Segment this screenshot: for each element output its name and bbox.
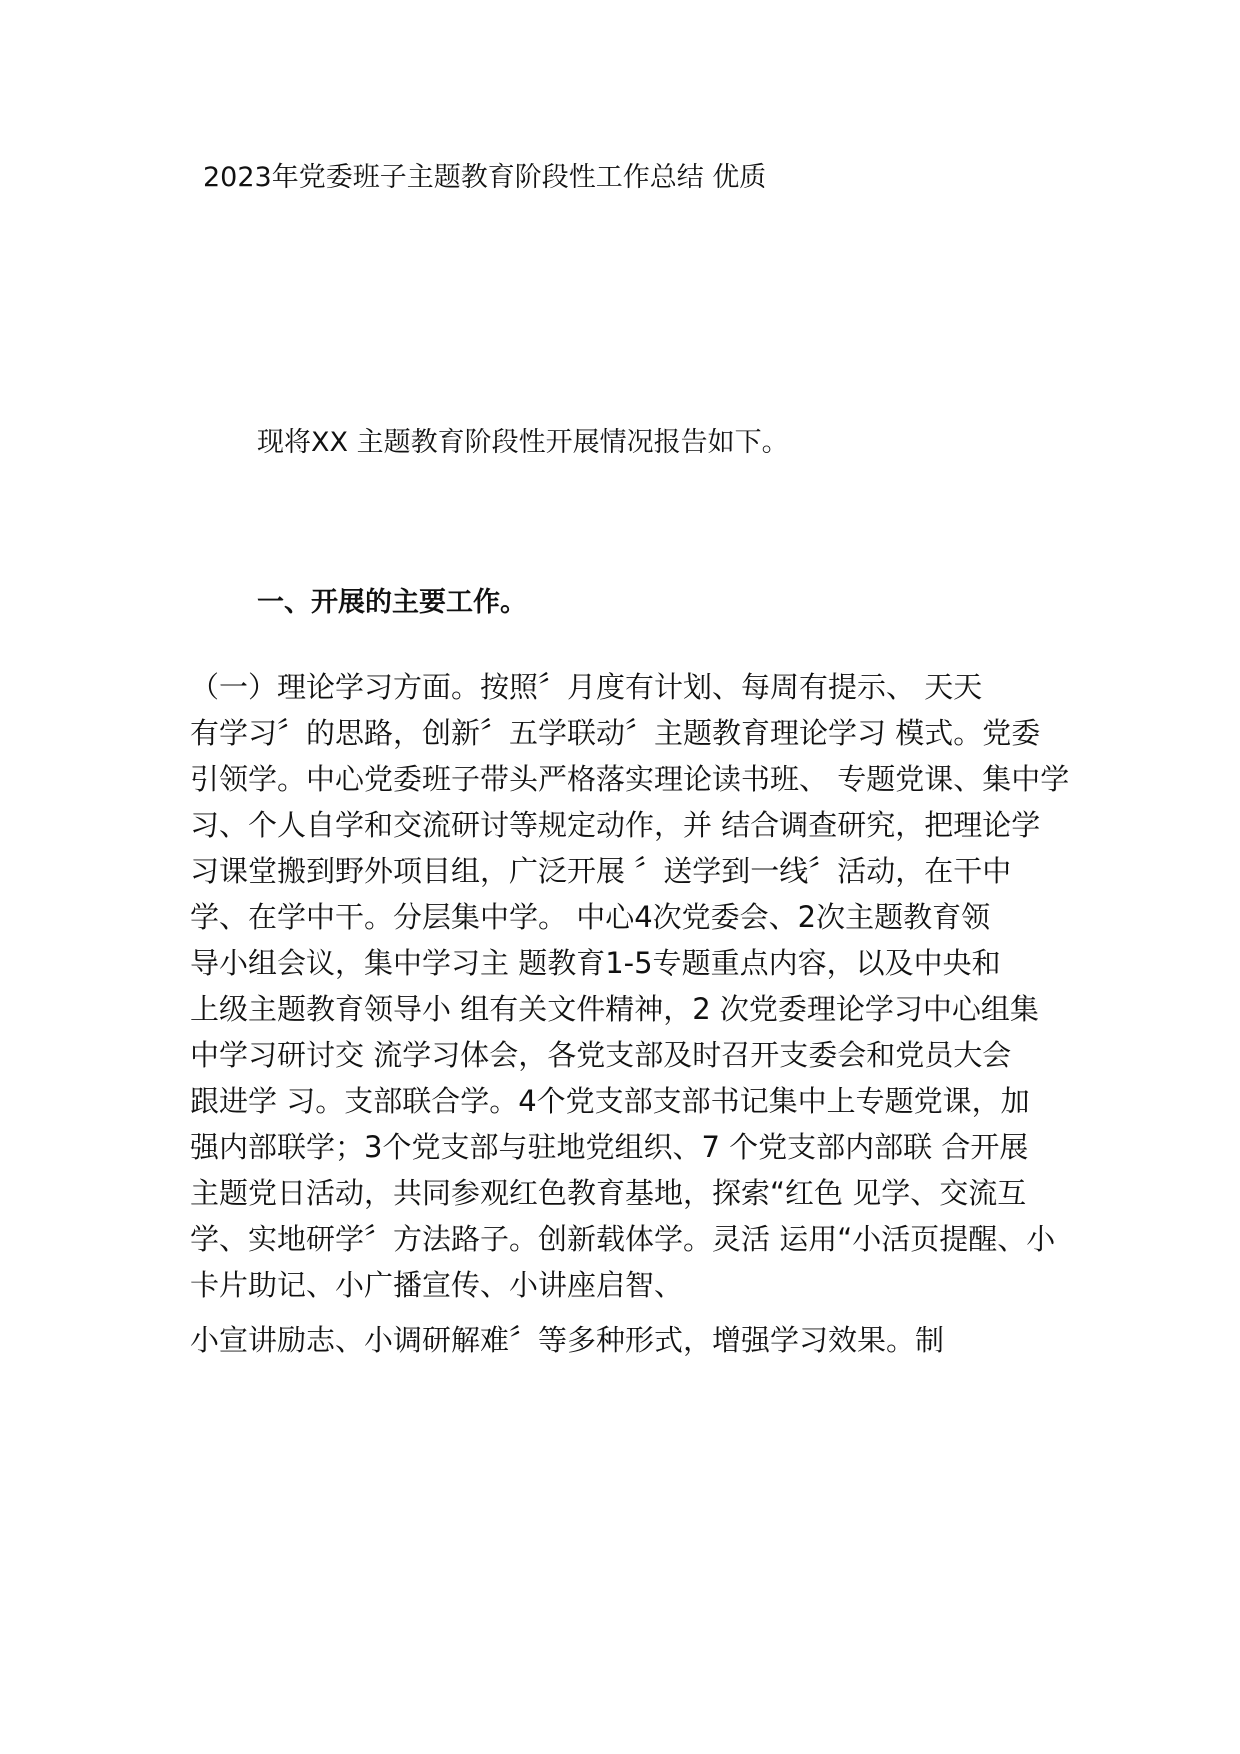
body-line: 主题党日活动，共同参观红色教育基地，探索“红色 见学、交流互 (190, 1176, 1027, 1210)
intro-paragraph: 现将XX 主题教育阶段性开展情况报告如下。 (257, 427, 789, 458)
body-line: 习课堂搬到野外项目组，广泛开展 〞送学到一线〞活动，在干中 (190, 854, 1012, 888)
body-line: 导小组会议，集中学习主 题教育1-5专题重点内容，以及中央和 (190, 946, 1001, 980)
body-line: 中学习研讨交 流学习体会，各党支部及时召开支委会和党员大会 (190, 1038, 1012, 1072)
body-line: 上级主题教育领导小 组有关文件精神，2 次党委理论学习中心组集 (190, 992, 1039, 1026)
body-line: 学、在学中干。分层集中学。 中心4次党委会、2次主题教育领 (190, 900, 991, 934)
document-title: 2023年党委班子主题教育阶段性工作总结 优质 (203, 162, 767, 193)
body-line: 有学习〞的思路，创新〞五学联动〞主题教育理论学习 模式。党委 (190, 716, 1041, 750)
body-line: 小宣讲励志、小调研解难〞等多种形式，增强学习效果。制 (190, 1323, 945, 1357)
body-line: （一）理论学习方面。按照〞月度有计划、每周有提示、 天天 (190, 670, 983, 704)
body-line: 卡片助记、小广播宣传、小讲座启智、 (190, 1268, 684, 1302)
section-heading: 一、开展的主要工作。 (257, 587, 527, 618)
body-line: 学、实地研学〞方法路子。创新载体学。灵活 运用“小活页提醒、小 (190, 1222, 1056, 1256)
body-line: 强内部联学；3个党支部与驻地党组织、7 个党支部内部联 合开展 (190, 1130, 1029, 1164)
body-line: 习、个人自学和交流研讨等规定动作，并 结合调查研究，把理论学 (190, 808, 1041, 842)
body-line: 引领学。中心党委班子带头严格落实理论读书班、 专题党课、集中学 (190, 762, 1070, 796)
body-line: 跟进学 习。支部联合学。4个党支部支部书记集中上专题党课，加 (190, 1084, 1030, 1118)
